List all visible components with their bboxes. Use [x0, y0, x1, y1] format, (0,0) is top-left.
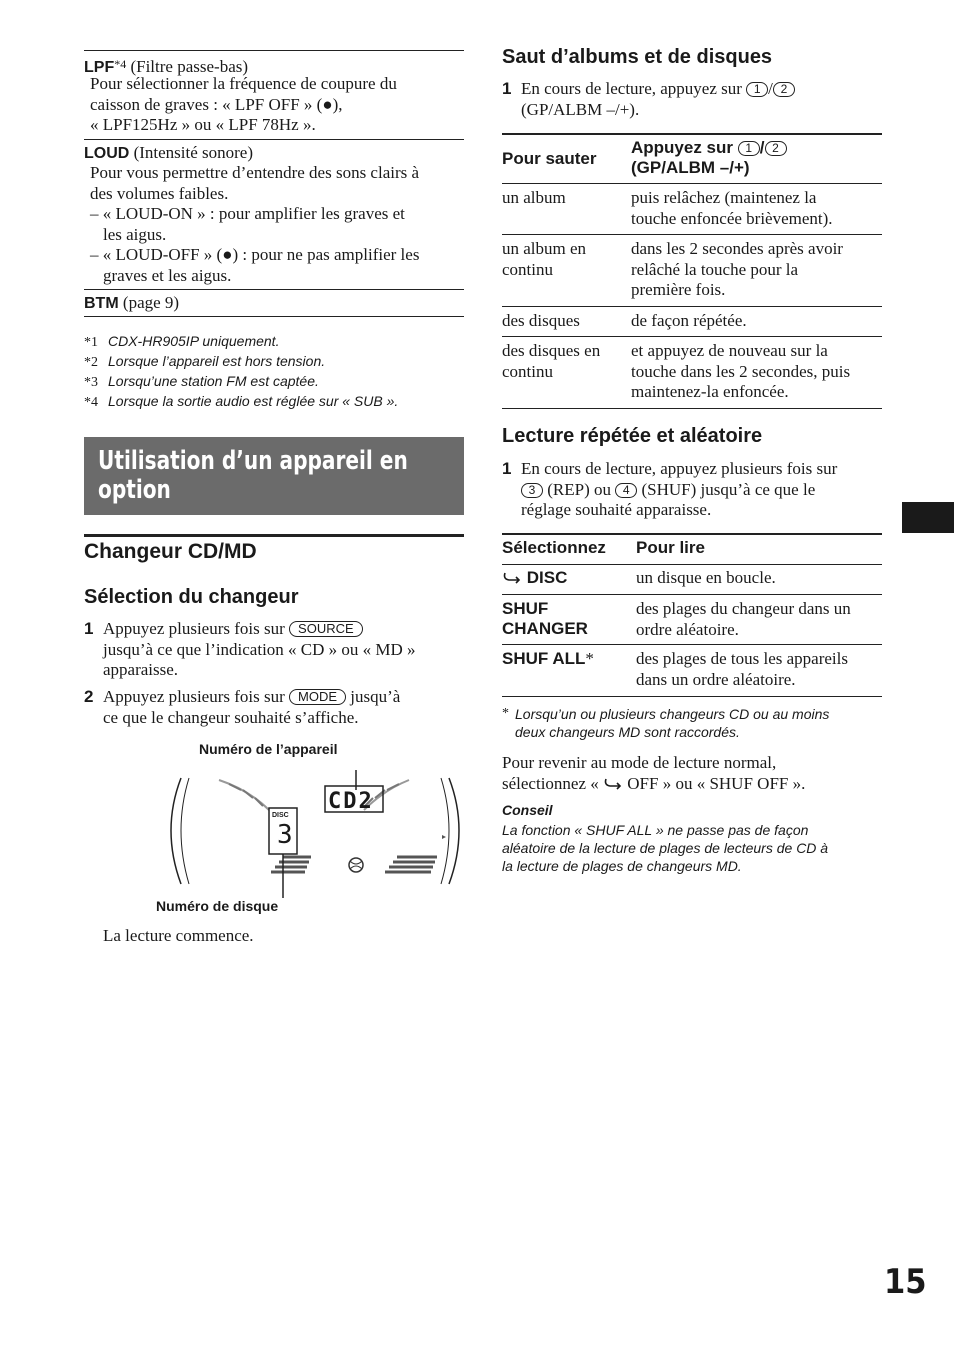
step-number: 1	[502, 79, 512, 98]
lpf-term: LPF	[84, 59, 115, 76]
btm-page-ref: (page 9)	[122, 293, 180, 312]
skip-table-header-col2: Appuyez sur 1 / 2 (GP/ALBM –/+)	[631, 138, 787, 178]
page-number: 15	[884, 1262, 927, 1302]
lpf-body	[90, 74, 397, 136]
loud-entry	[84, 143, 253, 165]
tip-body: La fonction « SHUF ALL » ne passe pas de façon aléatoire de la lecture de plages de lecteurs de CD à la lecture de plages de changeurs MD.	[502, 822, 829, 874]
btm-entry	[84, 293, 179, 315]
divider	[84, 289, 464, 290]
text-line: Pour sélectionner la fréquence de coupure du	[90, 74, 397, 93]
row-divider	[502, 306, 882, 307]
loud-term: LOUD	[84, 145, 130, 162]
disc-number-readout: 3	[277, 820, 293, 850]
table-top-rule	[502, 533, 882, 535]
changer-heading: Changeur CD/MD	[84, 540, 257, 563]
footnotes	[84, 332, 398, 412]
display-readout: CD2	[328, 789, 374, 814]
skip-step: 1 En cours de lecture, appuyez sur 1 / 2 (GP/ALBM –/+).	[502, 79, 882, 120]
skip-table-header-col1: Pour sauter	[502, 149, 597, 168]
mode-table-header-col2: Pour lire	[636, 538, 705, 557]
bullet-item: – « LOUD-OFF » (●) : pour ne pas amplifier les	[90, 245, 420, 264]
bullet-continuation: les aigus.	[103, 224, 167, 244]
table-row: SHUF ALL*	[502, 649, 594, 668]
table-row: un album en continu	[502, 239, 587, 279]
table-row-value: dans les 2 secondes après avoir relâché la touche pour la première fois.	[631, 239, 843, 299]
loud-description: (Intensité sonore)	[133, 143, 254, 162]
row-divider	[502, 594, 882, 595]
mode-button-glyph: MODE	[289, 689, 346, 705]
key-2-glyph: 2	[773, 82, 795, 97]
table-row-value: puis relâchez (maintenez la touche enfoncée brièvement).	[631, 188, 833, 228]
text-line: « LPF125Hz » ou « LPF 78Hz ».	[90, 115, 316, 134]
source-button-glyph: SOURCE	[289, 621, 363, 637]
row-divider	[502, 644, 882, 645]
normal-mode-text: Pour revenir au mode de lecture normal, sélectionnez « OFF » ou « SHUF OFF ».	[502, 753, 806, 793]
repeat-icon	[502, 570, 522, 584]
table-row-value: des plages de tous les appareils dans un ordre aléatoire.	[636, 649, 848, 689]
selection-heading: Sélection du changeur	[84, 586, 299, 608]
section-title-bar	[84, 437, 464, 515]
divider	[84, 534, 464, 537]
section-title: Utilisation d’un appareil en option	[98, 446, 408, 505]
text-line: des volumes faibles.	[90, 183, 229, 203]
loud-body	[90, 163, 419, 286]
step-number: 1	[502, 459, 512, 478]
table-row: des disques en continu	[502, 341, 601, 381]
row-divider	[502, 234, 882, 235]
footnote: *3 Lorsqu’une station FM est captée.	[84, 373, 319, 390]
disc-tag: DISC	[272, 812, 289, 819]
step-1: 1 Appuyez plusieurs fois sur SOURCE jusqu’à ce que l’indication « CD » ou « MD » apparaisse.	[84, 619, 416, 679]
table-row: SHUF CHANGER	[502, 599, 588, 638]
btm-term: BTM	[84, 295, 119, 312]
key-3-glyph: 3	[521, 483, 543, 498]
row-divider	[502, 336, 882, 337]
table-bottom-rule	[502, 408, 882, 409]
table-row: DISC	[502, 568, 567, 588]
table-bottom-rule	[502, 696, 882, 697]
table-row-value: des plages du changeur dans un ordre aléatoire.	[636, 599, 851, 639]
skip-heading: Saut d’albums et de disques	[502, 46, 773, 68]
key-4-glyph: 4	[615, 483, 637, 498]
row-divider	[502, 183, 882, 184]
table-row-value: et appuyez de nouveau sur la touche dans les 2 secondes, puis maintenez-la enfoncée.	[631, 341, 851, 401]
figure-label-disc: Numéro de disque	[156, 898, 279, 914]
divider	[84, 139, 464, 140]
bullet-continuation: graves et les aigus.	[103, 265, 232, 285]
key-1-glyph: 1	[738, 141, 760, 156]
repeat-icon	[603, 776, 623, 790]
lpf-description: (Filtre passe-bas)	[130, 57, 249, 76]
divider	[84, 50, 464, 51]
text-line: caisson de graves : « LPF OFF » (●),	[90, 94, 343, 114]
mode-table-header-col1: Sélectionnez	[502, 538, 606, 557]
step-2: 2 Appuyez plusieurs fois sur MODE jusqu’à ce que le changeur souhaité s’affiche.	[84, 687, 401, 727]
step-number: 1	[84, 619, 94, 638]
footnote: *2 Lorsque l’appareil est hors tension.	[84, 353, 326, 370]
after-figure-text: La lecture commence.	[103, 926, 254, 945]
key-2-glyph: 2	[765, 141, 787, 156]
figure-label-unit: Numéro de l’appareil	[199, 741, 338, 757]
section-tab-marker	[902, 502, 954, 533]
table-row-value: un disque en boucle.	[636, 568, 776, 587]
repeat-step: 1 En cours de lecture, appuyez plusieurs fois sur 3 (REP) ou 4 (SHUF) jusqu’à ce que le réglage souhaité apparaisse.	[502, 459, 838, 519]
table-row-value: de façon répétée.	[631, 311, 747, 330]
divider	[84, 316, 464, 317]
table-row: des disques	[502, 311, 580, 330]
display-illustration	[159, 760, 469, 898]
tip-title: Conseil	[502, 802, 553, 818]
row-divider	[502, 564, 882, 565]
footnote: *1 CDX-HR905IP uniquement.	[84, 333, 280, 350]
footnote: *4 Lorsque la sortie audio est réglée sur « SUB ».	[84, 393, 399, 410]
key-1-glyph: 1	[746, 82, 768, 97]
repeat-heading: Lecture répétée et aléatoire	[502, 425, 763, 447]
step-number: 2	[84, 687, 94, 706]
lpf-footnote-mark: *4	[114, 57, 127, 71]
text-line: Pour vous permettre d’entendre des sons clairs à	[90, 163, 420, 182]
table-top-rule	[502, 133, 882, 135]
table-footnote: * Lorsqu’un ou plusieurs changeurs CD ou au moins deux changeurs MD sont raccordés.	[502, 706, 830, 740]
bullet-item: – « LOUD-ON » : pour amplifier les graves et	[90, 204, 405, 223]
table-row: un album	[502, 188, 566, 207]
